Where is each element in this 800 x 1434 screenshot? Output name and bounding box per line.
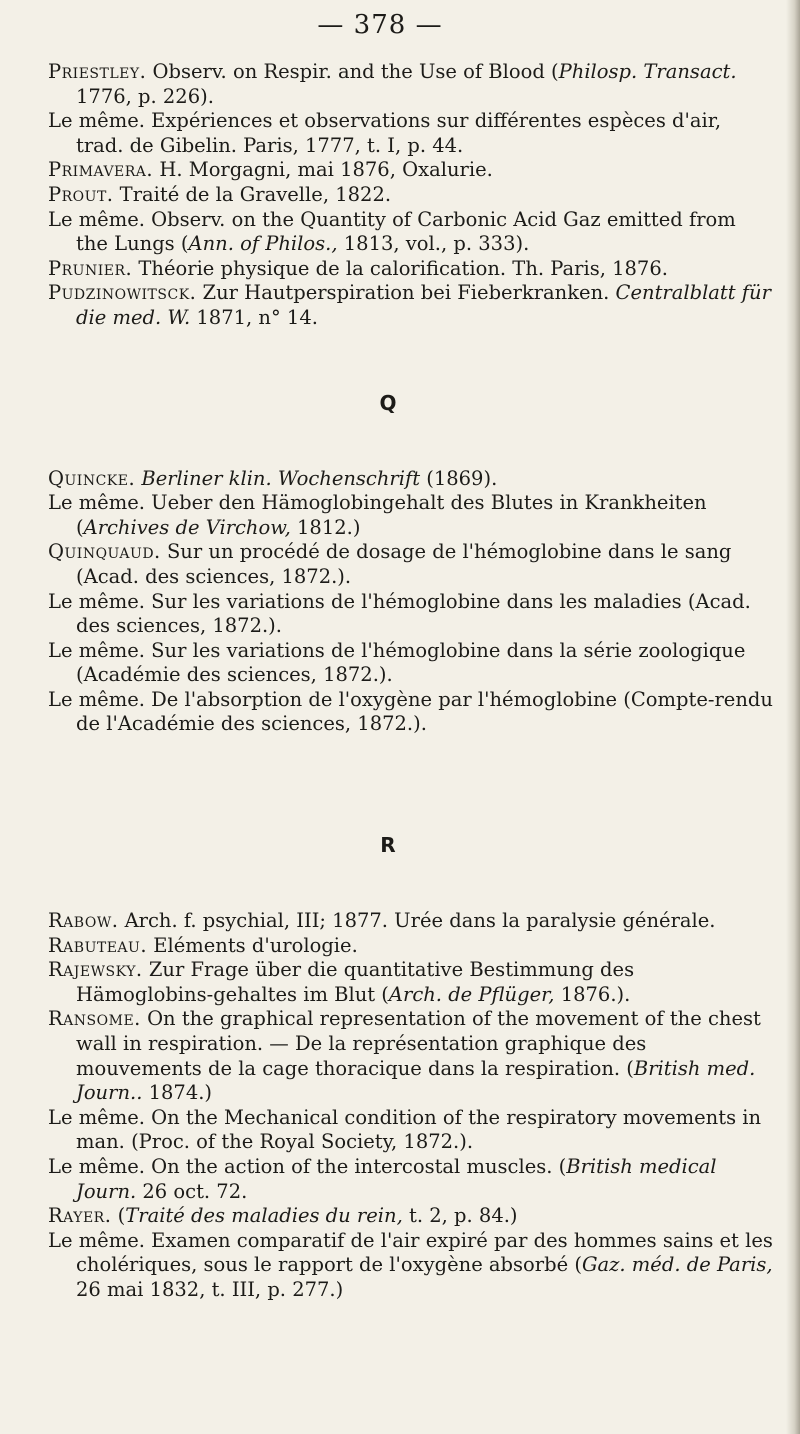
entry-author: Prout. <box>48 182 114 206</box>
bibliography-entry <box>48 257 773 282</box>
entry-text: Le même. Examen comparatif de l'air expiré par des hommes sains et les cholériques, sous le rapport de l'oxygène absorbé ( <box>48 1228 773 1277</box>
entry-author: Rayer. <box>48 1204 112 1228</box>
bibliography-entry <box>48 1155 773 1204</box>
entry-text: Observ. on Respir. and the Use of Blood ( <box>146 60 559 83</box>
entry-author: Quincke. <box>48 466 136 490</box>
entry-text: Le même. De l'absorption de l'oxygène par l'hémoglobine (Compte-rendu de l'Académie des sciences, 1872.). <box>48 687 773 736</box>
entry-reference: 1812.) <box>290 515 361 539</box>
entry-text: Eléments d'urologie. <box>147 933 358 957</box>
section-q <box>48 467 773 738</box>
entry-reference: (1869). <box>420 466 498 490</box>
entry-author: Ransome. <box>48 1007 141 1031</box>
entry-reference: 1874.) <box>142 1081 213 1105</box>
entry-text: Le même. On the action of the intercostal muscles. ( <box>48 1155 567 1178</box>
entry-author: Quinquaud. <box>48 540 161 564</box>
entry-author: Rabow. <box>48 909 119 933</box>
entry-author: Rabuteau. <box>48 933 148 957</box>
bibliography-entry <box>48 208 773 257</box>
entry-journal: Ann. of Philos., <box>188 232 338 256</box>
entry-journal: Philosp. Transact. <box>558 60 737 83</box>
entry-text: Le même. On the Mechanical condition of the respiratory movements in man. (Proc. of the Royal Society, 1872.). <box>48 1105 762 1154</box>
entry-text: Le même. Observ. on the Quantity of Carbonic Acid Gaz emitted from the Lungs ( <box>48 207 736 256</box>
entry-journal: Gaz. méd. de Paris, <box>581 1253 773 1277</box>
entry-text: Zur Frage über die quantitative Bestimmung des Hämoglobins-gehaltes im Blut ( <box>76 958 635 1006</box>
entry-text: Traité de la Gravelle, 1822. <box>113 182 392 206</box>
entry-text: Zur Hautperspiration bei Fieberkranken. <box>196 281 616 305</box>
bibliography-entry <box>48 1007 773 1105</box>
bibliography-entry <box>48 688 773 737</box>
section-p <box>48 60 773 331</box>
bibliography-entry <box>48 1204 773 1229</box>
entry-journal: Berliner klin. Wochenschrift <box>141 466 421 490</box>
bibliography-content <box>48 60 773 1303</box>
bibliography-entry <box>48 491 773 540</box>
entry-reference: 1776, p. 226). <box>76 84 214 108</box>
entry-journal: British med. Journ.. <box>76 1056 756 1105</box>
entry-text: Le même. Expériences et observations sur différentes espèces d'air, trad. de Gibelin. Paris, 1777, t. I, p. 44. <box>48 109 722 157</box>
bibliography-entry <box>48 639 773 688</box>
bibliography-entry <box>48 60 773 109</box>
bibliography-entry <box>48 1106 773 1155</box>
bibliography-entry <box>48 158 773 183</box>
entry-author: Priestley. <box>48 60 147 83</box>
entry-text: Le même. Sur les variations de l'hémoglobine dans la série zoologique (Académie des sciences, 1872.). <box>48 638 746 687</box>
entry-text: On the graphical representation of the movement of the chest wall in respiration. — De la représentation graphique des mouvements de la cage thoracique dans la respiration. ( <box>76 1007 761 1080</box>
bibliography-entry <box>48 1229 773 1303</box>
entry-reference: 26 oct. 72. <box>136 1179 248 1203</box>
entry-text: Sur un procédé de dosage de l'hémoglobine dans le sang (Acad. des sciences, 1872.). <box>76 540 732 588</box>
entry-author: Primavera. <box>48 158 154 182</box>
entry-journal: British medical Journ. <box>76 1155 717 1203</box>
bibliography-entry <box>48 540 773 589</box>
section-letter-q: Q <box>379 390 397 415</box>
entry-journal: Archives de Virchow, <box>83 515 291 539</box>
entry-journal: Centralblatt für die med. W. <box>76 281 771 329</box>
entry-text: Arch. f. psychial, III; 1877. Urée dans la paralysie générale. <box>118 909 716 933</box>
entry-text: ( <box>111 1204 126 1228</box>
section-r <box>48 909 773 1303</box>
bibliography-entry <box>48 281 773 330</box>
entry-journal: Traité des maladies du rein, <box>125 1204 403 1228</box>
entry-reference: 1813, vol., p. 333). <box>337 232 530 256</box>
bibliography-entry <box>48 590 773 639</box>
entry-reference: 26 mai 1832, t. III, p. 277.) <box>76 1277 344 1301</box>
entry-reference: 1871, n° 14. <box>190 305 318 329</box>
bibliography-entry <box>48 934 773 959</box>
entry-text: Le même. Sur les variations de l'hémoglobine dans les maladies (Acad. des sciences, 1872.). <box>48 589 751 638</box>
entry-author: Pudzinowitsck. <box>48 281 197 305</box>
bibliography-entry <box>48 909 773 934</box>
page-edge-shadow <box>786 0 800 1434</box>
entry-text: Théorie physique de la calorification. Th. Paris, 1876. <box>132 256 668 280</box>
entry-author: Rajewsky. <box>48 958 143 982</box>
entry-reference: 1876.). <box>554 982 631 1006</box>
page-number: — 378 — <box>317 10 443 40</box>
section-letter-r: R <box>380 833 396 858</box>
bibliography-entry <box>48 958 773 1007</box>
entry-author: Prunier. <box>48 256 133 280</box>
entry-journal: Arch. de Pflüger, <box>388 982 555 1006</box>
bibliography-entry <box>48 183 773 208</box>
entry-reference: t. 2, p. 84.) <box>402 1204 518 1228</box>
entry-text: Le même. Ueber den Hämoglobingehalt des Blutes in Krankheiten ( <box>48 491 707 539</box>
entry-text: H. Morgagni, mai 1876, Oxalurie. <box>153 158 493 182</box>
bibliography-entry <box>48 467 773 492</box>
bibliography-entry <box>48 109 773 158</box>
